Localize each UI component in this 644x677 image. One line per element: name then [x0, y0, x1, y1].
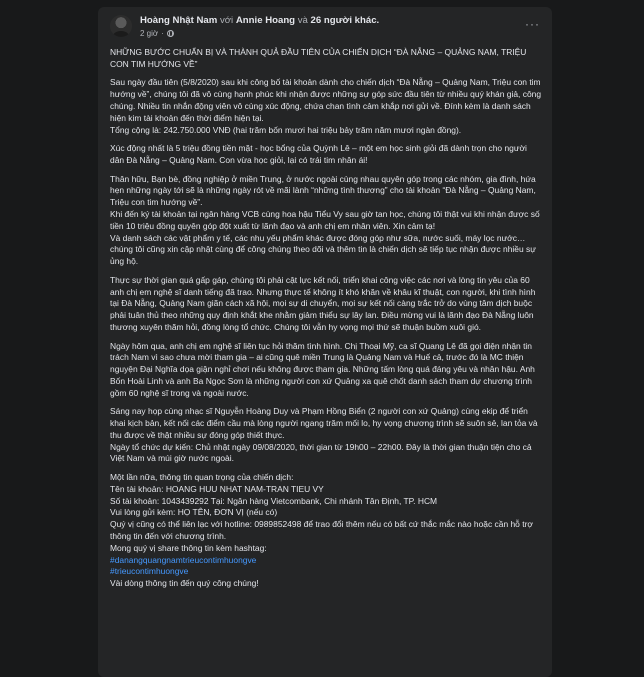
- post-closing: Vài dòng thông tin đến quý công chúng!: [110, 578, 259, 589]
- meta-separator: ·: [161, 29, 164, 38]
- post-header: [98, 7, 552, 49]
- post-paragraph: Sáng nay họp cùng nhạc sĩ Nguyễn Hoàng Duy và Phạm Hồng Biển (2 người con xứ Quảng) cùng ekip để triển khai kịch bản, kết nối các điểm cầu mà lòng người ngang trăm mối lo, hy vọng chương trình sẽ suôn sẻ, lan tỏa và thu được về thật nhiều sự đóng góp thiết thực. Ngày tổ chức dự kiến: Chủ nhật ngày 09/08/2020, thời gian từ 19h00 – 22h00. Đây là thời gian thuận tiện cho cả Việt Nam và múi giờ nước ngoài.: [110, 406, 538, 464]
- and-word: và: [297, 15, 308, 26]
- post-paragraph: Thân hữu, Bạn bè, đồng nghiệp ở miền Trung, ở nước ngoài cùng nhau quyên góp trong các nhóm, gia đình, hứa hẹn những ngày tới sẽ là những ngày rót về mãi lành “những tình thương” cho tài khoản “Đà Nẵng – Quảng Nam, Triệu con tim hướng về”. Khi đến ký tài khoản tại ngân hàng VCB cùng hoa hậu Tiểu Vy sau giờ tan học, chúng tôi thật vui khi nhận được số tiền 10 triệu đồng quyên góp đột xuất từ lãnh đạo và anh chị em nhân viên. Xin cảm tạ! Và danh sách các vật phẩm y tế, các nhu yếu phẩm khác được đóng góp như sữa, nước suối, máy lọc nước…chúng tôi cũng xin cập nhật cùng để công chúng theo dõi và thêm tin là chiến dịch sẽ tiếp tục nhận được nhiều sự ủng hộ.: [110, 173, 540, 267]
- post-body: [110, 47, 542, 590]
- post-paragraph: Ngày hôm qua, anh chị em nghệ sĩ liên tục hỏi thăm tình hình. Chị Thoại Mỹ, ca sĩ Quang Lê đã gọi điện nhận tin trách Nam vì sao chưa mời tham gia – ai cũng quê miền Trung là Quảng Nam và Huế cả, trước đó là MC thiện nguyện Đại Nghĩa dọa giận nghỉ chơi nếu không được tham gia. Những tấm lòng quá đáng yêu và nhân hậu. Anh Bốn Hoài Linh và anh Ba Ngọc Sơn là những người con xứ Quảng xa quê chốt danh sách tham dự chương trình gồm 60 nghệ sĩ trong và ngoài nước.: [110, 340, 535, 398]
- author-line: [140, 15, 379, 26]
- avatar[interactable]: [110, 15, 132, 37]
- globe-icon[interactable]: [167, 30, 174, 37]
- author-name[interactable]: Hoàng Nhật Nam: [140, 15, 218, 26]
- post-paragraph: Sau ngày đầu tiên (5/8/2020) sau khi công bố tài khoản dành cho chiến dịch “Đà Nẵng – Quảng Nam, Triệu con tim hướng về”, chúng tôi đã vô cùng hạnh phúc khi nhận được những sự góp sức đầu tiên từ nhiều quý khán giả, công chúng. Nhiều tin nhắn động viên vô cùng xúc động, chứa chan tình cảm khắp nơi gửi về. Đính kèm là danh sách hiện kim tài khoản đến thời điểm hiện tại. Tổng cộng là: 242.750.000 VNĐ (hai trăm bốn mươi hai triệu bảy trăm năm mươi ngàn đồng).: [110, 77, 542, 135]
- post-paragraph: Thực sự thời gian quá gấp gáp, chúng tôi phải cật lực kết nối, triển khai công việc các nơi và lòng tin yêu của 60 anh chị em nghệ sĩ danh tiếng đã trao. Nhưng thực tế không ít khó khăn về khâu kĩ thuật, con người, khi tình hình tại Đà Nẵng, Quảng Nam giãn cách xã hội, mọi sự di chuyển, mọi sự kết nối càng trắc trở do vùng tâm dịch buộc phải tuân thủ theo những quy định khắt khe nhằm giảm thiểu sự lây lan. Điều mừng vui là lãnh đạo Đà Nẵng luôn thương xuyên thăm hỏi, đồng lòng tổ chức. Chúng tôi vẫn hy vọng mọi thứ sẽ thuận buồm xuôi gió.: [110, 274, 536, 332]
- post-paragraph: Một lần nữa, thông tin quan trọng của chiến dịch: Tên tài khoản: HOANG HUU NHAT NAM-TRAN TIEU VY Số tài khoản: 1043439292 Tại: Ngân hàng Vietcombank, Chi nhánh Tân Định, TP. HCM Vui lòng gửi kèm: HỌ TÊN, ĐƠN VỊ (nếu có) Quý vị cũng có thể liên lạc với hotline: 0989852498 để trao đổi thêm nếu có bất cứ thắc mắc nào hoặc cần hỗ trợ thông tin đến với chương trình. Mong quý vị share thông tin kèm hashtag:: [110, 472, 533, 553]
- tagged-others[interactable]: 26 người khác.: [310, 15, 380, 26]
- post-time[interactable]: 2 giờ: [140, 29, 159, 38]
- feed-post: [98, 7, 552, 677]
- post-paragraph: Xúc động nhất là 5 triệu đồng tiền mặt - học bổng của Quỳnh Lê – một em học sinh giỏi đã dành trọn cho người dân Đà Nẵng – Quảng Nam. Con vừa học giỏi, lại có trái tim nhân ái!: [110, 143, 527, 165]
- hashtag-link[interactable]: #danangquangnamtrieucontimhuongve: [110, 554, 257, 565]
- post-meta: [140, 29, 174, 38]
- post-paragraph: NHỮNG BƯỚC CHUẨN BỊ VÀ THÀNH QUẢ ĐẦU TIÊN CỦA CHIẾN DỊCH “ĐÀ NẴNG – QUẢNG NAM, TRIỆU CON TIM HƯỚNG VỀ”: [110, 47, 527, 69]
- tagged-person[interactable]: Annie Hoang: [235, 15, 296, 26]
- hashtag-link[interactable]: #trieucontimhuongve: [110, 566, 189, 577]
- with-word: với: [219, 15, 234, 26]
- more-options-icon[interactable]: ···: [525, 17, 540, 31]
